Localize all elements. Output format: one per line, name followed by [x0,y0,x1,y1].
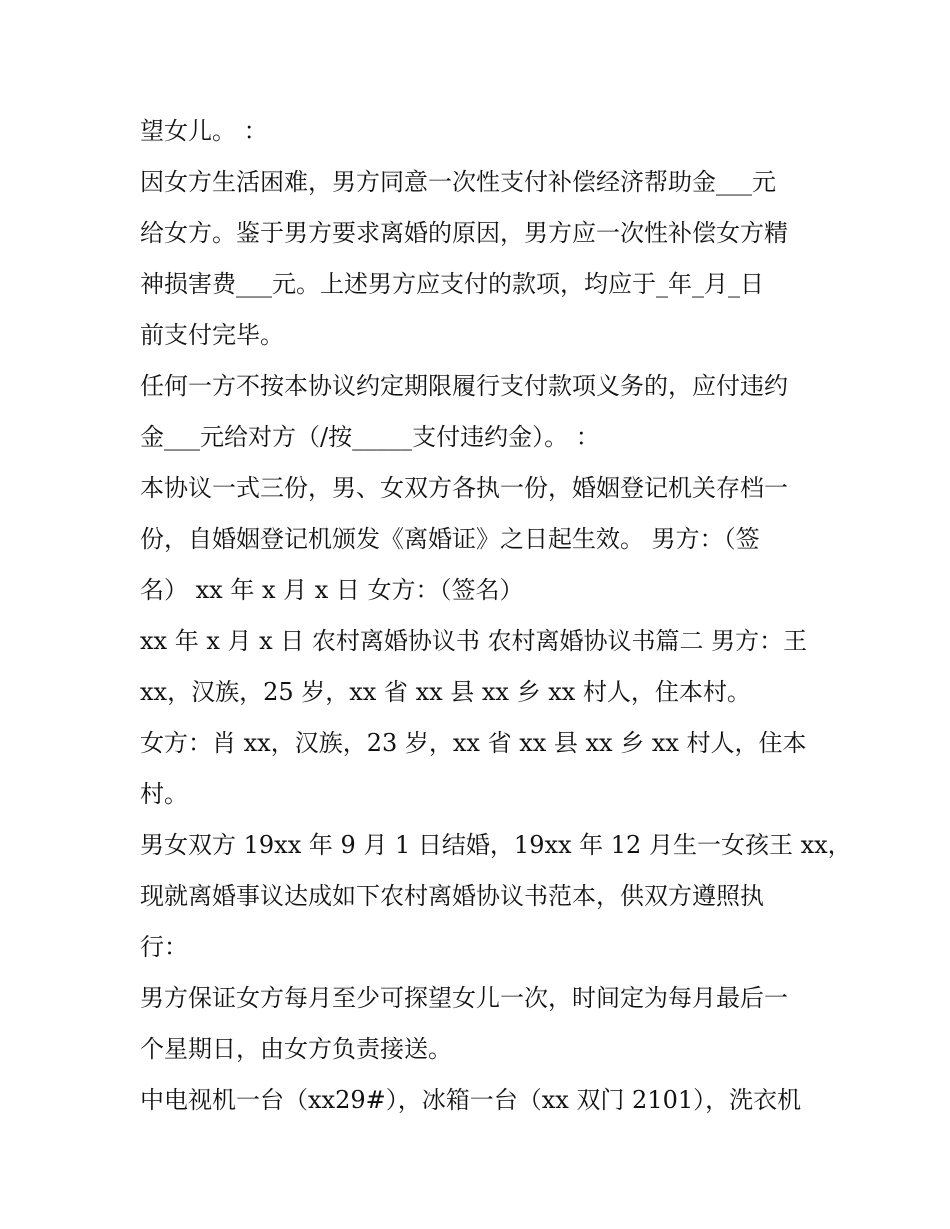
text-line: 给女方。鉴于男方要求离婚的原因，男方应一次性补偿女方精 [140,219,788,247]
text-line: xx，汉族，25 岁，xx 省 xx 县 xx 乡 xx 村人，住本村。 [140,678,751,706]
text-line: 任何一方不按本协议约定期限履行支付款项义务的，应付违约 [140,372,788,400]
text-line: 望女儿。 ： [140,117,268,145]
text-line: xx 年 x 月 x 日 农村离婚协议书 农村离婚协议书篇二 男方：王 [140,627,808,655]
text-line: 男女双方 19xx 年 9 月 1 日结婚，19xx 年 12 月生一女孩王 xx， [140,831,852,859]
text-line: 份，自婚姻登记机颁发《离婚证》之日起生效。 男方：（签 [140,525,760,553]
text-line: 因女方生活困难，男方同意一次性支付补偿经济帮助金___元 [140,168,776,196]
document-body [140,106,852,1126]
text-line: 本协议一式三份，男、女双方各执一份，婚姻登记机关存档一 [140,474,788,502]
text-line: 前支付完毕。 [140,321,284,349]
text-line: 中电视机一台（xx29#），冰箱一台（xx 双门 2101），洗衣机 [140,1086,802,1114]
text-line: 现就离婚事议达成如下农村离婚协议书范本，供双方遵照执 [140,882,764,910]
text-line: 村。 [140,780,188,808]
text-line: 女方：肖 xx，汉族，23 岁，xx 省 xx 县 xx 乡 xx 村人，住本 [140,729,807,757]
text-line: 金___元给对方（/按_____支付违约金）。 ： [140,423,600,451]
text-line: 名） xx 年 x 月 x 日 女方：（签名） [140,576,524,604]
text-line: 男方保证女方每月至少可探望女儿一次，时间定为每月最后一 [140,984,788,1012]
text-line: 神损害费___元。上述男方应支付的款项，均应于_年_月_日 [140,270,764,298]
text-line: 行： [140,933,188,961]
text-line: 个星期日，由女方负责接送。 [140,1035,452,1063]
